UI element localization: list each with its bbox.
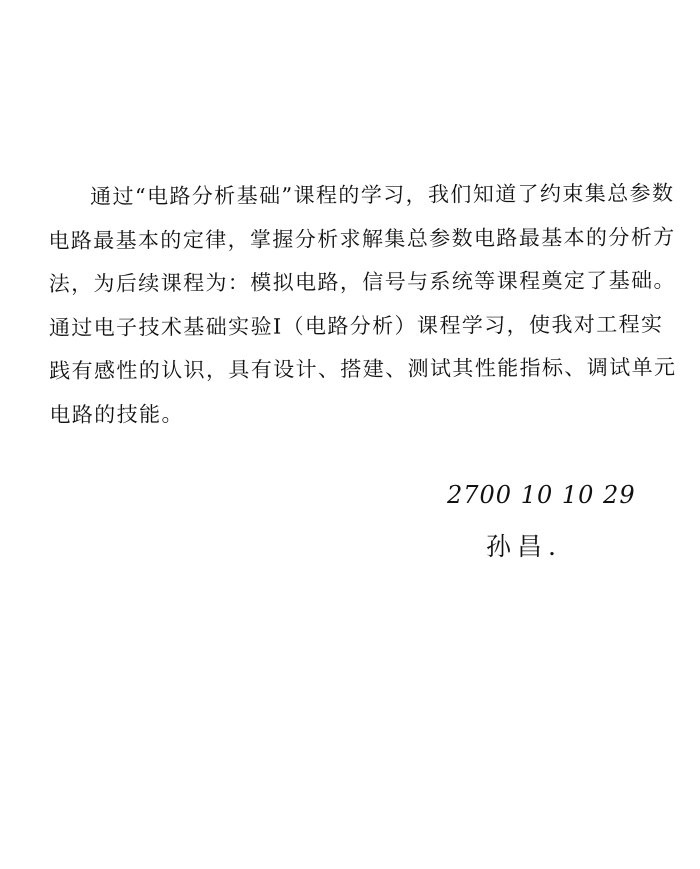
handwritten-paragraph: 通过“电路分析基础”课程的学习，我们知道了约束集总参数电路最基本的定律，掌握分析求解集总参数电路最基本的分析方法，为后续课程为：模拟电路，信号与系统等课程奠定了基础。通过电子技术基础实验Ⅰ（电路分析）课程学习，使我对工程实践有感性的认识，具有设计、搭建、测试其性能指标、调试单元电路的技能。 xyxy=(48,181,677,427)
handwritten-date: 2700 10 10 29 xyxy=(447,481,636,509)
handwritten-signature: 孙昌. xyxy=(486,532,562,561)
